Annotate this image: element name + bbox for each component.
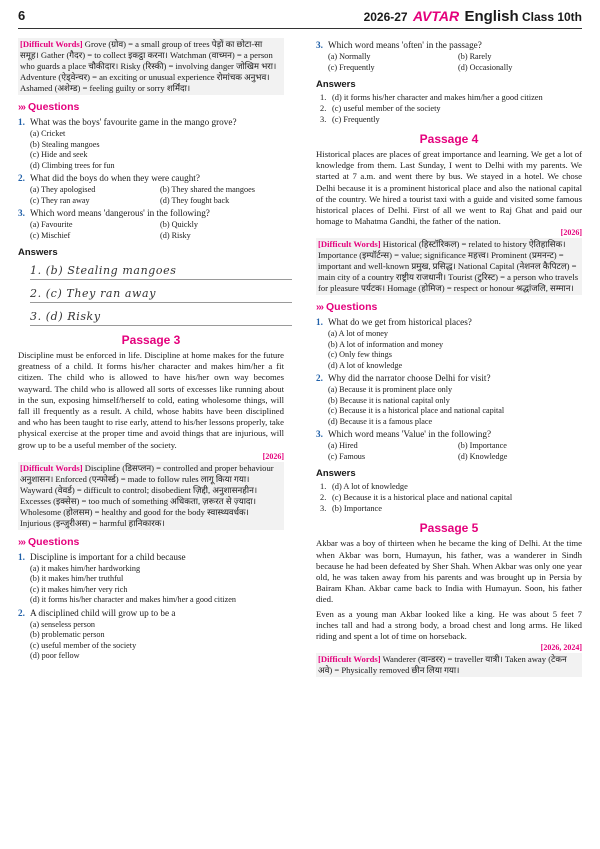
answers-heading: Answers xyxy=(18,247,58,258)
option: (c) useful member of the society xyxy=(30,640,137,650)
question-list xyxy=(316,317,582,462)
option: (a) Because it is prominent place only xyxy=(328,385,453,395)
difficult-words-text: Grove (ग्रोव) = a small group of trees पेड़ों का छोटा-सा समूह। Gather (गैदर) = to collect इकट्ठा करना। Watchman (वाच्मन) = a person who guards a place चौकीदार। Risky (रिस्की) = involving danger जोखिम भरा। Adventure (ऐड्वेन्चर) = an exciting or unusual experience रोमांचक अनुभव। Ashamed (अशेम्ड) = feeling guilty or sorry शर्मिंदा। xyxy=(20,39,277,93)
passage-text: Discipline must be enforced in life. Discipline at home makes for the future greatness of a child. It forms his/her character and makes him/her a fit citizen. The child who is allowed to have his/her own way becomes wayward. The child who is allowed all sorts of excesses like running about in the sun, exposing himself/herself to cold, eating wholesome things, will fall ill frequently as a result. A child, whose habits have been disciplined and who has been taught to rise early, attend to his/her lessons properly, take physical exercise at the proper time and avoid things that are injurious, will grow up to be a useful member of the society. xyxy=(18,350,284,450)
answer-number: 2. xyxy=(320,493,327,503)
option: (d) Because it is a famous place xyxy=(328,416,433,426)
question-number: 3. xyxy=(316,40,323,50)
option: (c) Because it is a historical place and national capital xyxy=(328,406,505,416)
handwritten-answer: 3. (d) Risky xyxy=(30,308,292,326)
question-text: Discipline is important for a child because xyxy=(30,551,186,562)
answer-text: (c) Because it is a historical place and national capital xyxy=(332,493,513,503)
question-number: 2. xyxy=(18,607,25,618)
option: (b) problematic person xyxy=(30,630,105,640)
question-text: Which word means 'dangerous' in the following? xyxy=(30,208,210,218)
question-number: 3. xyxy=(316,429,323,440)
answer-list xyxy=(316,92,582,125)
option: (a) A lot of money xyxy=(328,329,389,339)
option: (b) Importance xyxy=(458,441,507,451)
answer-text: (d) it forms his/her character and makes him/her a good citizen xyxy=(332,93,543,102)
option: (d) it forms his/her character and makes him/her a good citizen xyxy=(30,595,236,605)
year-tag: [2026] xyxy=(262,451,284,461)
question xyxy=(316,40,582,51)
answer-text: (d) A lot of knowledge xyxy=(332,482,408,492)
question-text: What do we get from historical places? xyxy=(328,317,472,328)
option: (a) it makes him/her hardworking xyxy=(30,563,141,573)
option: (c) Famous xyxy=(328,451,366,461)
option: (d) Knowledge xyxy=(458,451,508,461)
question-text: A disciplined child will grow up to be a xyxy=(30,607,176,618)
page-header xyxy=(18,8,582,28)
handwritten-answer: 1. (b) Stealing mangoes xyxy=(30,262,292,280)
option: (c) it makes him/her very rich xyxy=(30,584,128,594)
header-rule xyxy=(18,28,582,29)
question-text: What did the boys do when they were caught? xyxy=(30,173,200,183)
option: (a) Cricket xyxy=(30,129,66,138)
header-title xyxy=(364,8,582,25)
answer-item xyxy=(320,114,582,125)
option: (d) Climbing trees for fun xyxy=(30,160,115,170)
option: (b) Stealing mangoes xyxy=(30,139,100,149)
passage-title: Passage 3 xyxy=(121,333,181,347)
option: (d) They fought back xyxy=(160,195,230,205)
question-list xyxy=(316,40,582,73)
option: (a) They apologised xyxy=(30,185,96,194)
option: (c) Frequently xyxy=(328,62,375,72)
options xyxy=(328,52,582,73)
answers-heading: Answers xyxy=(316,468,356,480)
question xyxy=(18,117,284,128)
question-text: Why did the narrator choose Delhi for visit? xyxy=(328,373,491,384)
difficult-words-tag: [Difficult Words] xyxy=(20,39,83,49)
difficult-words-box: [Difficult Words] Wanderer (वान्डरर) = traveller यात्री। Taken away (टेकन अवे) = Physically removed छीन लिया गया। xyxy=(316,653,582,677)
option: (b) it makes him/her truthful xyxy=(30,574,124,584)
year-tag: [2026] xyxy=(560,228,582,238)
header-class: Class 10th xyxy=(521,10,582,24)
question-text: Which word means 'Value' in the following? xyxy=(328,429,492,440)
handwritten-answer: 2. (c) They ran away xyxy=(30,285,292,303)
answer-item xyxy=(320,481,582,492)
option: (b) A lot of information and money xyxy=(328,339,444,349)
answer-number: 1. xyxy=(320,93,327,102)
question-number: 2. xyxy=(18,173,25,183)
option: (c) Hide and seek xyxy=(30,150,88,159)
question-text: Which word means 'often' in the passage? xyxy=(328,40,482,50)
answer-number: 3. xyxy=(320,115,327,124)
passage-text: Akbar was a boy of thirteen when he became the king of Delhi. At the time when Akbar was born, Humayun, his father, was a wanderer in Sindh because he had been defeated by Sher Shah. When Akbar was only one year old, he was taken away from his parents and was brought up in Persia by Bairam Khan. Akbar came back to India with Humayun. Soon, his father died. xyxy=(316,538,582,605)
option: (d) A lot of knowledge xyxy=(328,360,403,370)
passage-text: Historical places are places of great importance and learning. We get a lot of knowledge from them. Last Sunday, I went to Delhi with my parents. We started at 7 a.m. and went there by bus. We stayed in a hotel. We chose Delhi because it is a prominent historical place and also the national capital of the country. We hired a tourist taxi with a guide and visited some famous historical places of Delhi. First of all we went to Raj Ghat and paid our homage to Mahatma Gandhi, the father of the nation. xyxy=(316,149,582,227)
option: (d) Risky xyxy=(160,230,191,240)
year-tag: [2026, 2024] xyxy=(540,643,582,653)
question-number: 1. xyxy=(18,117,25,127)
difficult-words-box: [Difficult Words] Discipline (डिसप्लन) = controlled and proper behaviour अनुशासन। Enforced (एन्फोर्स्ड) = made to follow rules लागू किया गया। Wayward (वेवर्ड) = difficult to control; disobedient ज़िद्दी, अनुशासनहीन। Excesses (इक्सेस) = too much of something अधिकता, ज़रूरत से ज़्यादा। Wholesome (होलसम) = healthy and good for the body स्वास्थ्यवर्धक। Injurious (इन्जुरीअस) = harmful हानिकारक। xyxy=(18,462,284,530)
answer-number: 1. xyxy=(320,482,327,492)
option: (b) Rarely xyxy=(458,52,492,61)
question-list xyxy=(18,117,284,241)
brand-logo: AVTAR xyxy=(412,8,460,24)
options xyxy=(30,620,284,662)
option: (b) Quickly xyxy=(160,220,198,229)
answer-item xyxy=(320,92,582,103)
header-year: 2026-27 xyxy=(363,10,408,24)
question-text: What was the boys' favourite game in the mango grove? xyxy=(30,117,237,127)
handwritten-answers xyxy=(18,262,284,326)
option: (b) Because it is national capital only xyxy=(328,395,450,405)
passage-text: Even as a young man Akbar looked like a king. He was about 5 feet 7 inches tall and had a strong body, a broad chest and long arms. He liked riding and spent a lot of time on horseback. xyxy=(316,608,582,642)
option: (a) Normally xyxy=(328,52,371,61)
option: (a) Favourite xyxy=(30,220,73,229)
option: (c) Only few things xyxy=(328,350,392,360)
answer-text: (b) Importance xyxy=(332,504,382,514)
question-number: 1. xyxy=(316,317,323,328)
header-subject: English xyxy=(464,8,519,25)
left-column xyxy=(18,38,284,662)
options xyxy=(30,220,284,241)
answer-number: 2. xyxy=(320,104,327,113)
options xyxy=(328,329,582,371)
option: (a) Hired xyxy=(328,441,358,451)
options xyxy=(328,441,582,462)
options xyxy=(328,385,582,427)
question xyxy=(18,208,284,219)
answer-item xyxy=(320,492,582,503)
passage-title: Passage 5 xyxy=(419,521,479,536)
answer-item xyxy=(320,503,582,514)
options xyxy=(30,129,284,171)
page-number: 6 xyxy=(18,8,26,23)
option: (d) poor fellow xyxy=(30,651,80,661)
option: (d) Occasionally xyxy=(458,62,513,72)
question-number: 1. xyxy=(18,551,25,562)
passage-title: Passage 4 xyxy=(419,132,479,146)
question xyxy=(316,373,582,384)
answer-list xyxy=(316,481,582,514)
right-column xyxy=(316,38,582,677)
difficult-words-box xyxy=(18,38,284,95)
option: (b) They shared the mangoes xyxy=(160,185,255,194)
question xyxy=(18,552,284,563)
question xyxy=(316,429,582,440)
option: (c) They ran away xyxy=(30,195,90,205)
questions-heading: ››› Questions xyxy=(18,535,80,548)
arrow-icon: ››› xyxy=(18,536,25,548)
question xyxy=(316,317,582,328)
arrow-icon: ››› xyxy=(18,102,25,113)
answer-item xyxy=(320,103,582,114)
answer-text: (c) useful member of the society xyxy=(332,104,441,113)
question xyxy=(18,608,284,619)
arrow-icon: ››› xyxy=(316,302,323,314)
answer-text: (c) Frequently xyxy=(332,115,380,124)
question xyxy=(18,173,284,184)
options xyxy=(30,564,284,606)
questions-heading: ››› Questions xyxy=(18,101,80,113)
answer-number: 3. xyxy=(320,504,327,514)
difficult-words-box: [Difficult Words] Historical (हिस्टॉरिकल) = related to history ऐतिहासिक। Importance (इम्पॉर्टन्स) = value; significance महत्त्व। Prominent (प्रमनन्ट) = important and well-known प्रमुख, प्रसिद्ध। National Capital (नेशनल कैपिटल) = main city of a country राष्ट्रीय राजधानी। Tourist (टुरिस्ट) = a person who travels for pleasure पर्यटक। Homage (होमिज) = respect or honour श्रद्धांजलि, सम्मान। xyxy=(316,238,582,295)
question-number: 2. xyxy=(316,373,323,384)
options xyxy=(30,185,284,206)
questions-heading: ››› Questions xyxy=(316,301,378,314)
question-list xyxy=(18,552,284,662)
option: (a) senseless person xyxy=(30,619,96,629)
question-number: 3. xyxy=(18,208,25,218)
answers-heading: Answers xyxy=(316,79,356,90)
option: (c) Mischief xyxy=(30,230,71,240)
